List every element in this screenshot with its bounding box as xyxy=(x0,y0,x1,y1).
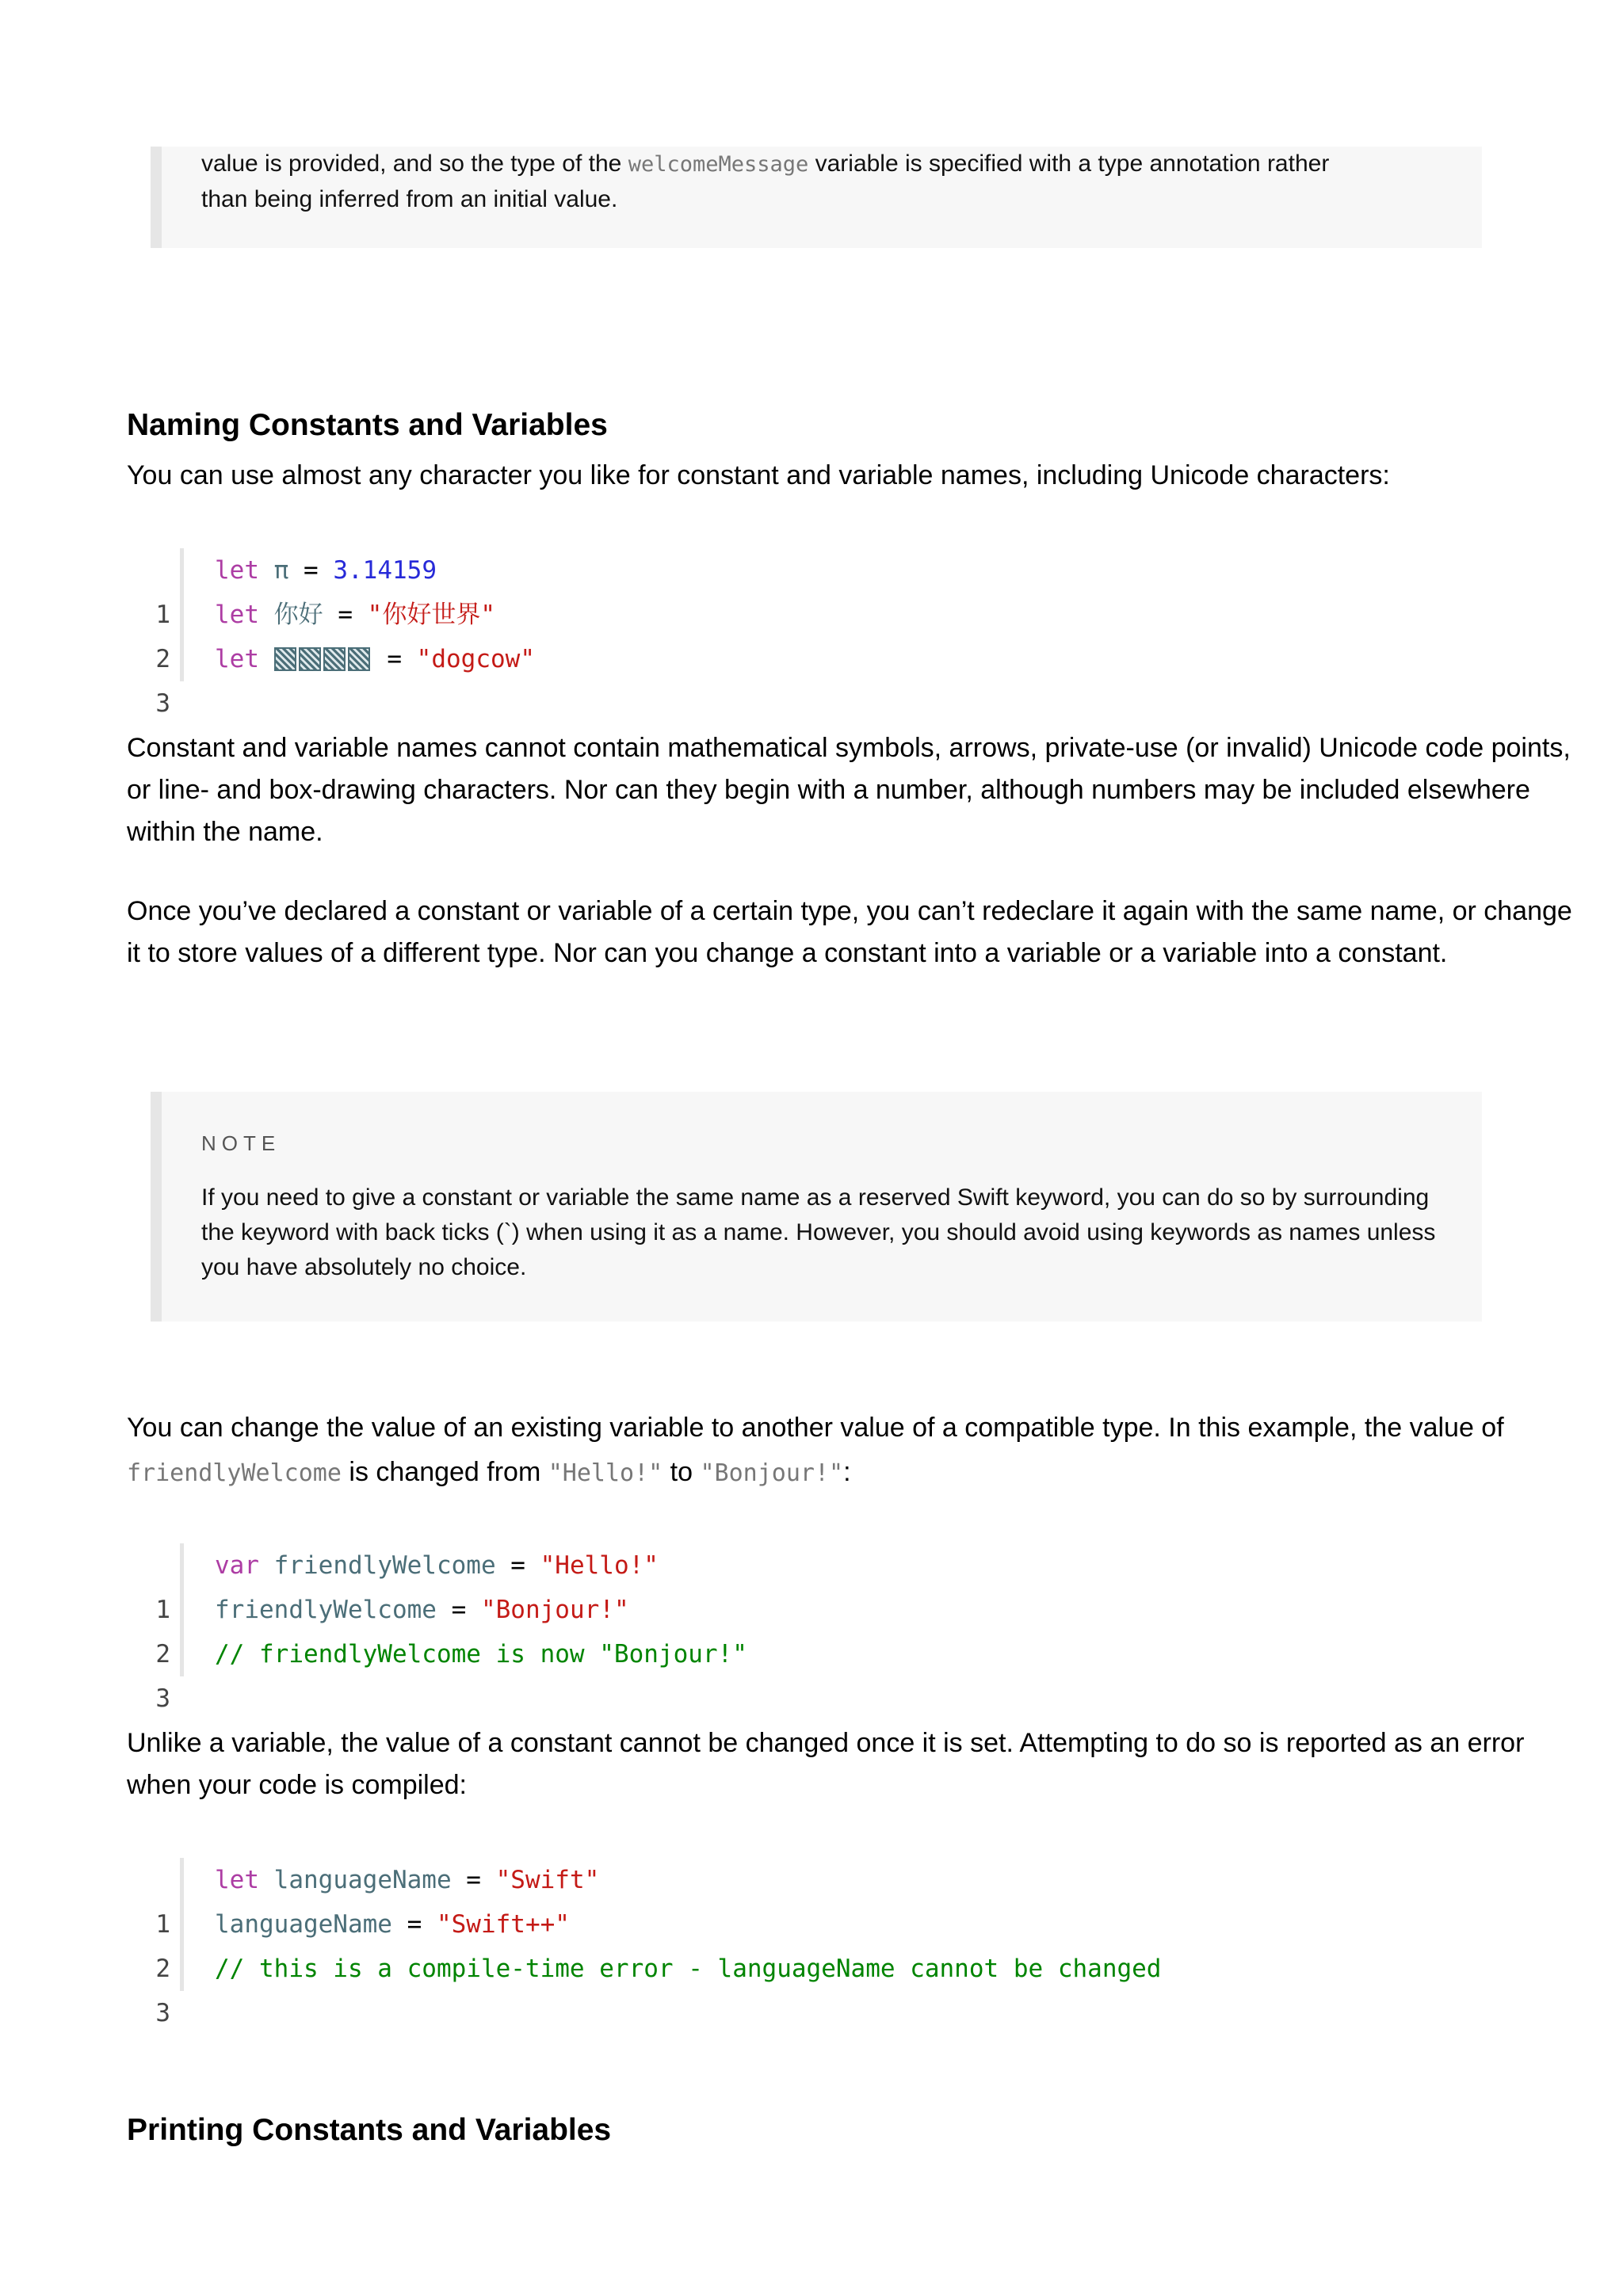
code-block-language-name xyxy=(139,1858,1162,2027)
section-heading-printing: Printing Constants and Variables xyxy=(127,2113,612,2147)
change-value-paragraph: You can change the value of an existing variable to another value of a compatible type. In this example, the value of friendlyWelcome is changed from "Hello!" to "Bonjour!": xyxy=(127,1413,1504,1487)
code-block-friendly-welcome xyxy=(139,1543,747,1713)
code-text: let 你好 = "你好世界" xyxy=(215,601,495,629)
gutter-bar xyxy=(180,1588,184,1632)
names-restrictions-paragraph: Constant and variable names cannot contain mathematical symbols, arrows, private-use (or invalid) Unicode code points, or line- and box-drawing characters. Nor can they begin with a number, although numbers may be included elsewhere within the name. xyxy=(127,733,1571,847)
code-line xyxy=(139,1947,1162,2027)
note-label: NOTE xyxy=(201,1131,281,1155)
gutter-bar xyxy=(180,637,184,681)
line-number: 3 xyxy=(155,1999,170,2027)
inline-code-hello: "Hello!" xyxy=(548,1459,663,1487)
gutter-bar xyxy=(180,1902,184,1947)
code-text: friendlyWelcome = "Bonjour!" xyxy=(215,1596,629,1624)
top-note-box xyxy=(151,147,1482,248)
code-text: languageName = "Swift++" xyxy=(215,1910,570,1939)
top-note-line-1: value is provided, and so the type of the welcomeMessage variable is specified with a type annotation rather xyxy=(201,151,1330,177)
dogcow-glyph-icon xyxy=(323,647,346,671)
line-number: 1 xyxy=(155,1910,170,1939)
dogcow-emoji-icon xyxy=(274,645,372,673)
gutter-bar xyxy=(180,1858,184,1902)
line-number: 2 xyxy=(155,1955,170,1983)
line-number: 2 xyxy=(155,1640,170,1669)
code-text: var friendlyWelcome = "Hello!" xyxy=(215,1551,659,1580)
dogcow-glyph-icon xyxy=(299,647,321,671)
code-line xyxy=(139,637,535,718)
naming-intro-paragraph: You can use almost any character you like for constant and variable names, including Unicode characters: xyxy=(127,460,1390,490)
constant-unchangeable-paragraph: Unlike a variable, the value of a constant cannot be changed once it is set. Attempting to do so is reported as an error when your code is compiled: xyxy=(127,1728,1525,1800)
code-line xyxy=(139,1632,747,1713)
line-number: 3 xyxy=(155,689,170,718)
inline-code-bonjour: "Bonjour!" xyxy=(700,1459,844,1487)
gutter-bar xyxy=(180,1632,184,1676)
note-box-keywords xyxy=(151,1092,1482,1322)
top-note-line-2: than being inferred from an initial value. xyxy=(201,186,618,212)
gutter-bar xyxy=(180,593,184,637)
redeclare-paragraph: Once you’ve declared a constant or variable of a certain type, you can’t redeclare it again with the same name, or change it to store values of a different type. Nor can you change a constant into a variable or a variable into a constant. xyxy=(127,896,1572,968)
line-number: 1 xyxy=(155,1596,170,1624)
code-line xyxy=(139,1858,600,1939)
section-heading-naming: Naming Constants and Variables xyxy=(127,408,608,442)
line-number: 2 xyxy=(155,645,170,673)
dogcow-glyph-icon xyxy=(348,647,370,671)
inline-code-friendly-welcome: friendlyWelcome xyxy=(127,1459,342,1487)
note-text: If you need to give a constant or variable the same name as a reserved Swift keyword, you can do so by surrounding the keyword with back ticks (`) when using it as a name. However, you should avoid using keywords as names unless you have absolutely no choice. xyxy=(201,1184,1436,1280)
dogcow-glyph-icon xyxy=(274,647,296,671)
gutter-bar xyxy=(180,548,184,593)
code-comment: // this is a compile-time error - languageName cannot be changed xyxy=(215,1955,1162,1983)
code-block-unicode-names xyxy=(139,548,535,718)
line-number: 3 xyxy=(155,1684,170,1713)
line-number: 1 xyxy=(155,601,170,629)
code-text: let languageName = "Swift" xyxy=(215,1866,600,1894)
top-note-text xyxy=(201,147,1469,217)
gutter-bar xyxy=(180,1543,184,1588)
inline-code-welcome-message: welcomeMessage xyxy=(628,152,809,177)
code-text: let = "dogcow" xyxy=(215,645,535,673)
code-text: let π = 3.14159 xyxy=(215,556,437,585)
code-comment: // friendlyWelcome is now "Bonjour!" xyxy=(215,1640,747,1669)
code-line xyxy=(139,1902,570,1983)
gutter-bar xyxy=(180,1947,184,1991)
